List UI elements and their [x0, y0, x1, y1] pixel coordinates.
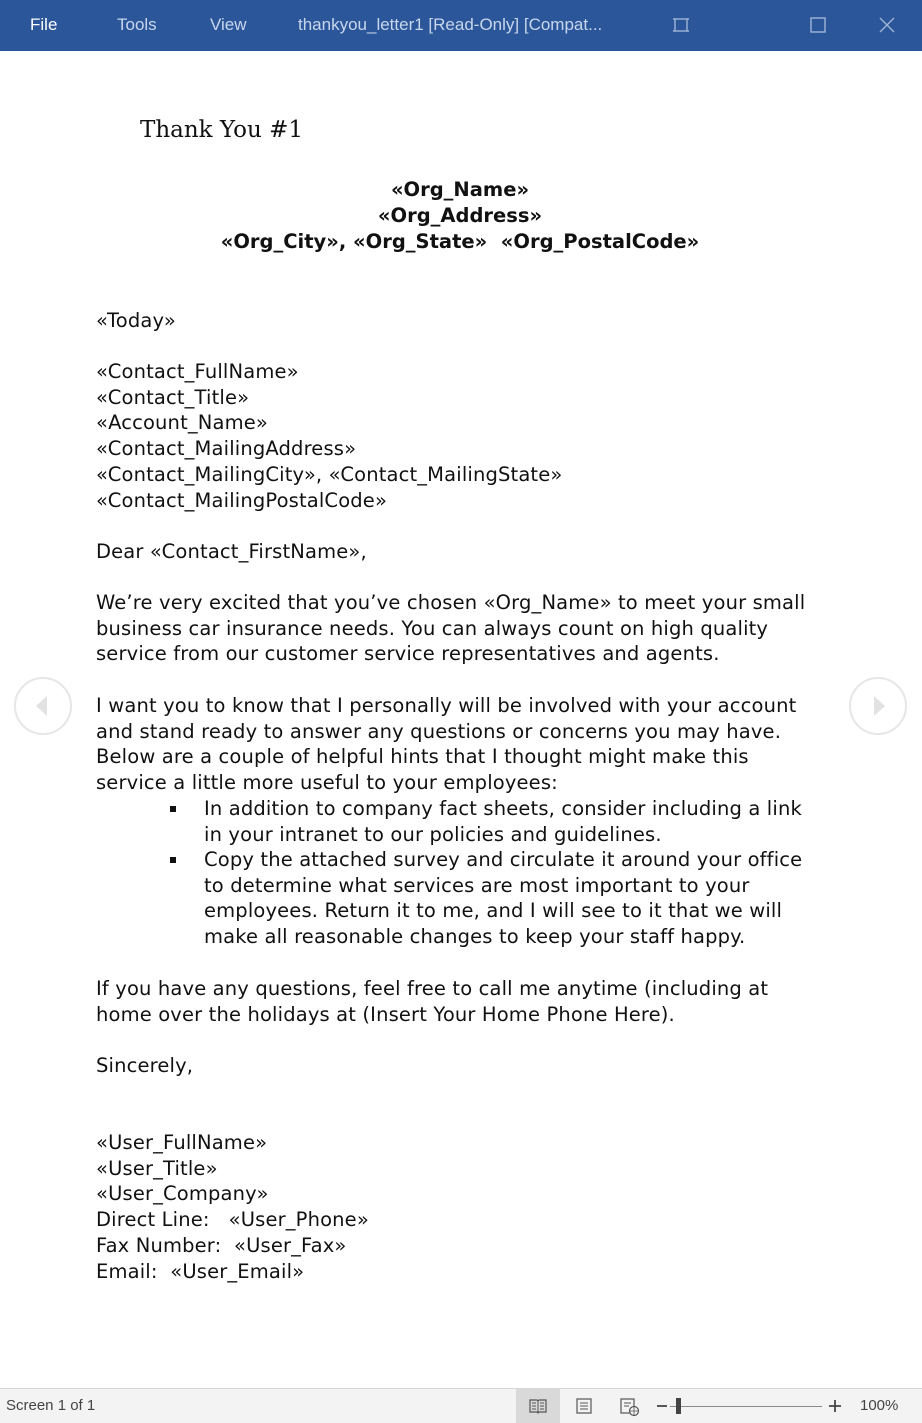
bullet-item-1: [204, 796, 824, 847]
zoom-in-button[interactable]: [826, 1395, 844, 1415]
org-address: «Org_Address»: [377, 204, 543, 227]
bullet-line: make all reasonable changes to keep your staff happy.: [204, 925, 746, 949]
signature-block: [96, 1130, 836, 1284]
document-title: thankyou_letter1 [Read-Only] [Compat...: [298, 15, 603, 34]
recipient-line: «Contact_MailingPostalCode»: [96, 488, 388, 512]
menu-tools[interactable]: Tools: [117, 15, 157, 34]
paragraph-line: and stand ready to answer any questions or concerns you may have.: [96, 719, 782, 743]
paragraph-line: service a little more useful to your employees:: [96, 771, 558, 795]
read-mode-button[interactable]: [516, 1389, 560, 1423]
minus-icon: [654, 1395, 670, 1415]
maximize-button[interactable]: [808, 14, 828, 36]
org-header: [100, 177, 820, 255]
recipient-line: «Contact_Title»: [96, 385, 250, 409]
print-layout-icon: [574, 1397, 594, 1415]
bullet-marker: [170, 806, 176, 812]
org-name: «Org_Name»: [390, 178, 530, 201]
bullet-line: Copy the attached survey and circulate it around your office: [204, 848, 803, 871]
zoom-out-button[interactable]: [654, 1395, 670, 1415]
status-bar: [0, 1388, 922, 1423]
paragraph-line: Below are a couple of helpful hints that I thought might make this: [96, 745, 749, 769]
recipient-line: «Account_Name»: [96, 411, 268, 435]
bullet-line: In addition to company fact sheets, consider including a link: [204, 797, 802, 820]
paragraph-line: service from our customer service representatives and agents.: [96, 642, 720, 666]
close-button[interactable]: [877, 14, 897, 36]
print-layout-button[interactable]: [562, 1389, 606, 1423]
paragraph-line: business car insurance needs. You can always count on high quality: [96, 616, 769, 640]
salutation: Dear «Contact_FirstName»,: [96, 540, 367, 563]
recipient-line: «Contact_MailingCity», «Contact_MailingState»: [96, 462, 563, 486]
signature-line: Direct Line: «User_Phone»: [96, 1208, 369, 1232]
paragraph-line: I want you to know that I personally will be involved with your account: [96, 694, 797, 717]
letter-heading: Thank You #1: [140, 117, 303, 143]
zoom-level[interactable]: 100%: [860, 1397, 899, 1414]
bullet-item-2: [204, 847, 824, 950]
fit-window-button[interactable]: [671, 14, 691, 36]
menu-file[interactable]: File: [30, 15, 58, 34]
fit-window-icon: [671, 14, 691, 36]
paragraph-2: [96, 693, 836, 796]
read-mode-icon: [528, 1397, 548, 1415]
chevron-left-icon: [16, 679, 70, 733]
chevron-right-icon: [851, 679, 905, 733]
closing: Sincerely,: [96, 1054, 194, 1077]
paragraph-line: home over the holidays at (Insert Your Home Phone Here).: [96, 1002, 675, 1026]
bullet-line: in your intranet to our policies and guidelines.: [204, 822, 662, 846]
org-city-state-zip: «Org_City», «Org_State» «Org_PostalCode»: [220, 230, 700, 253]
letter-date: «Today»: [96, 309, 176, 332]
zoom-slider-track[interactable]: [670, 1406, 822, 1407]
previous-page-button[interactable]: [14, 677, 72, 735]
web-layout-button[interactable]: [607, 1389, 651, 1423]
maximize-icon: [808, 14, 828, 36]
paragraph-3: [96, 976, 836, 1027]
bullet-line: employees. Return it to me, and I will see to it that we will: [204, 899, 783, 923]
next-page-button[interactable]: [849, 677, 907, 735]
web-layout-icon: [619, 1397, 641, 1417]
page-indicator: Screen 1 of 1: [6, 1397, 96, 1414]
recipient-block: [96, 359, 836, 513]
recipient-line: «Contact_FullName»: [96, 360, 299, 383]
signature-line: «User_FullName»: [96, 1131, 268, 1154]
menu-view[interactable]: View: [210, 15, 247, 34]
recipient-line: «Contact_MailingAddress»: [96, 437, 357, 461]
paragraph-line: We’re very excited that you’ve chosen «Org_Name» to meet your small: [96, 591, 806, 614]
paragraph-line: If you have any questions, feel free to call me anytime (including at: [96, 977, 769, 1000]
close-icon: [877, 14, 897, 36]
title-bar: [0, 0, 922, 51]
paragraph-1: [96, 590, 836, 667]
signature-line: Fax Number: «User_Fax»: [96, 1233, 347, 1257]
zoom-slider-thumb[interactable]: [676, 1398, 681, 1414]
bullet-marker: [170, 857, 176, 863]
signature-line: «User_Title»: [96, 1156, 218, 1180]
bullet-line: to determine what services are most important to your: [204, 873, 750, 897]
plus-icon: [826, 1395, 844, 1415]
signature-line: Email: «User_Email»: [96, 1259, 305, 1283]
document-page: [0, 51, 922, 1388]
signature-line: «User_Company»: [96, 1182, 269, 1206]
